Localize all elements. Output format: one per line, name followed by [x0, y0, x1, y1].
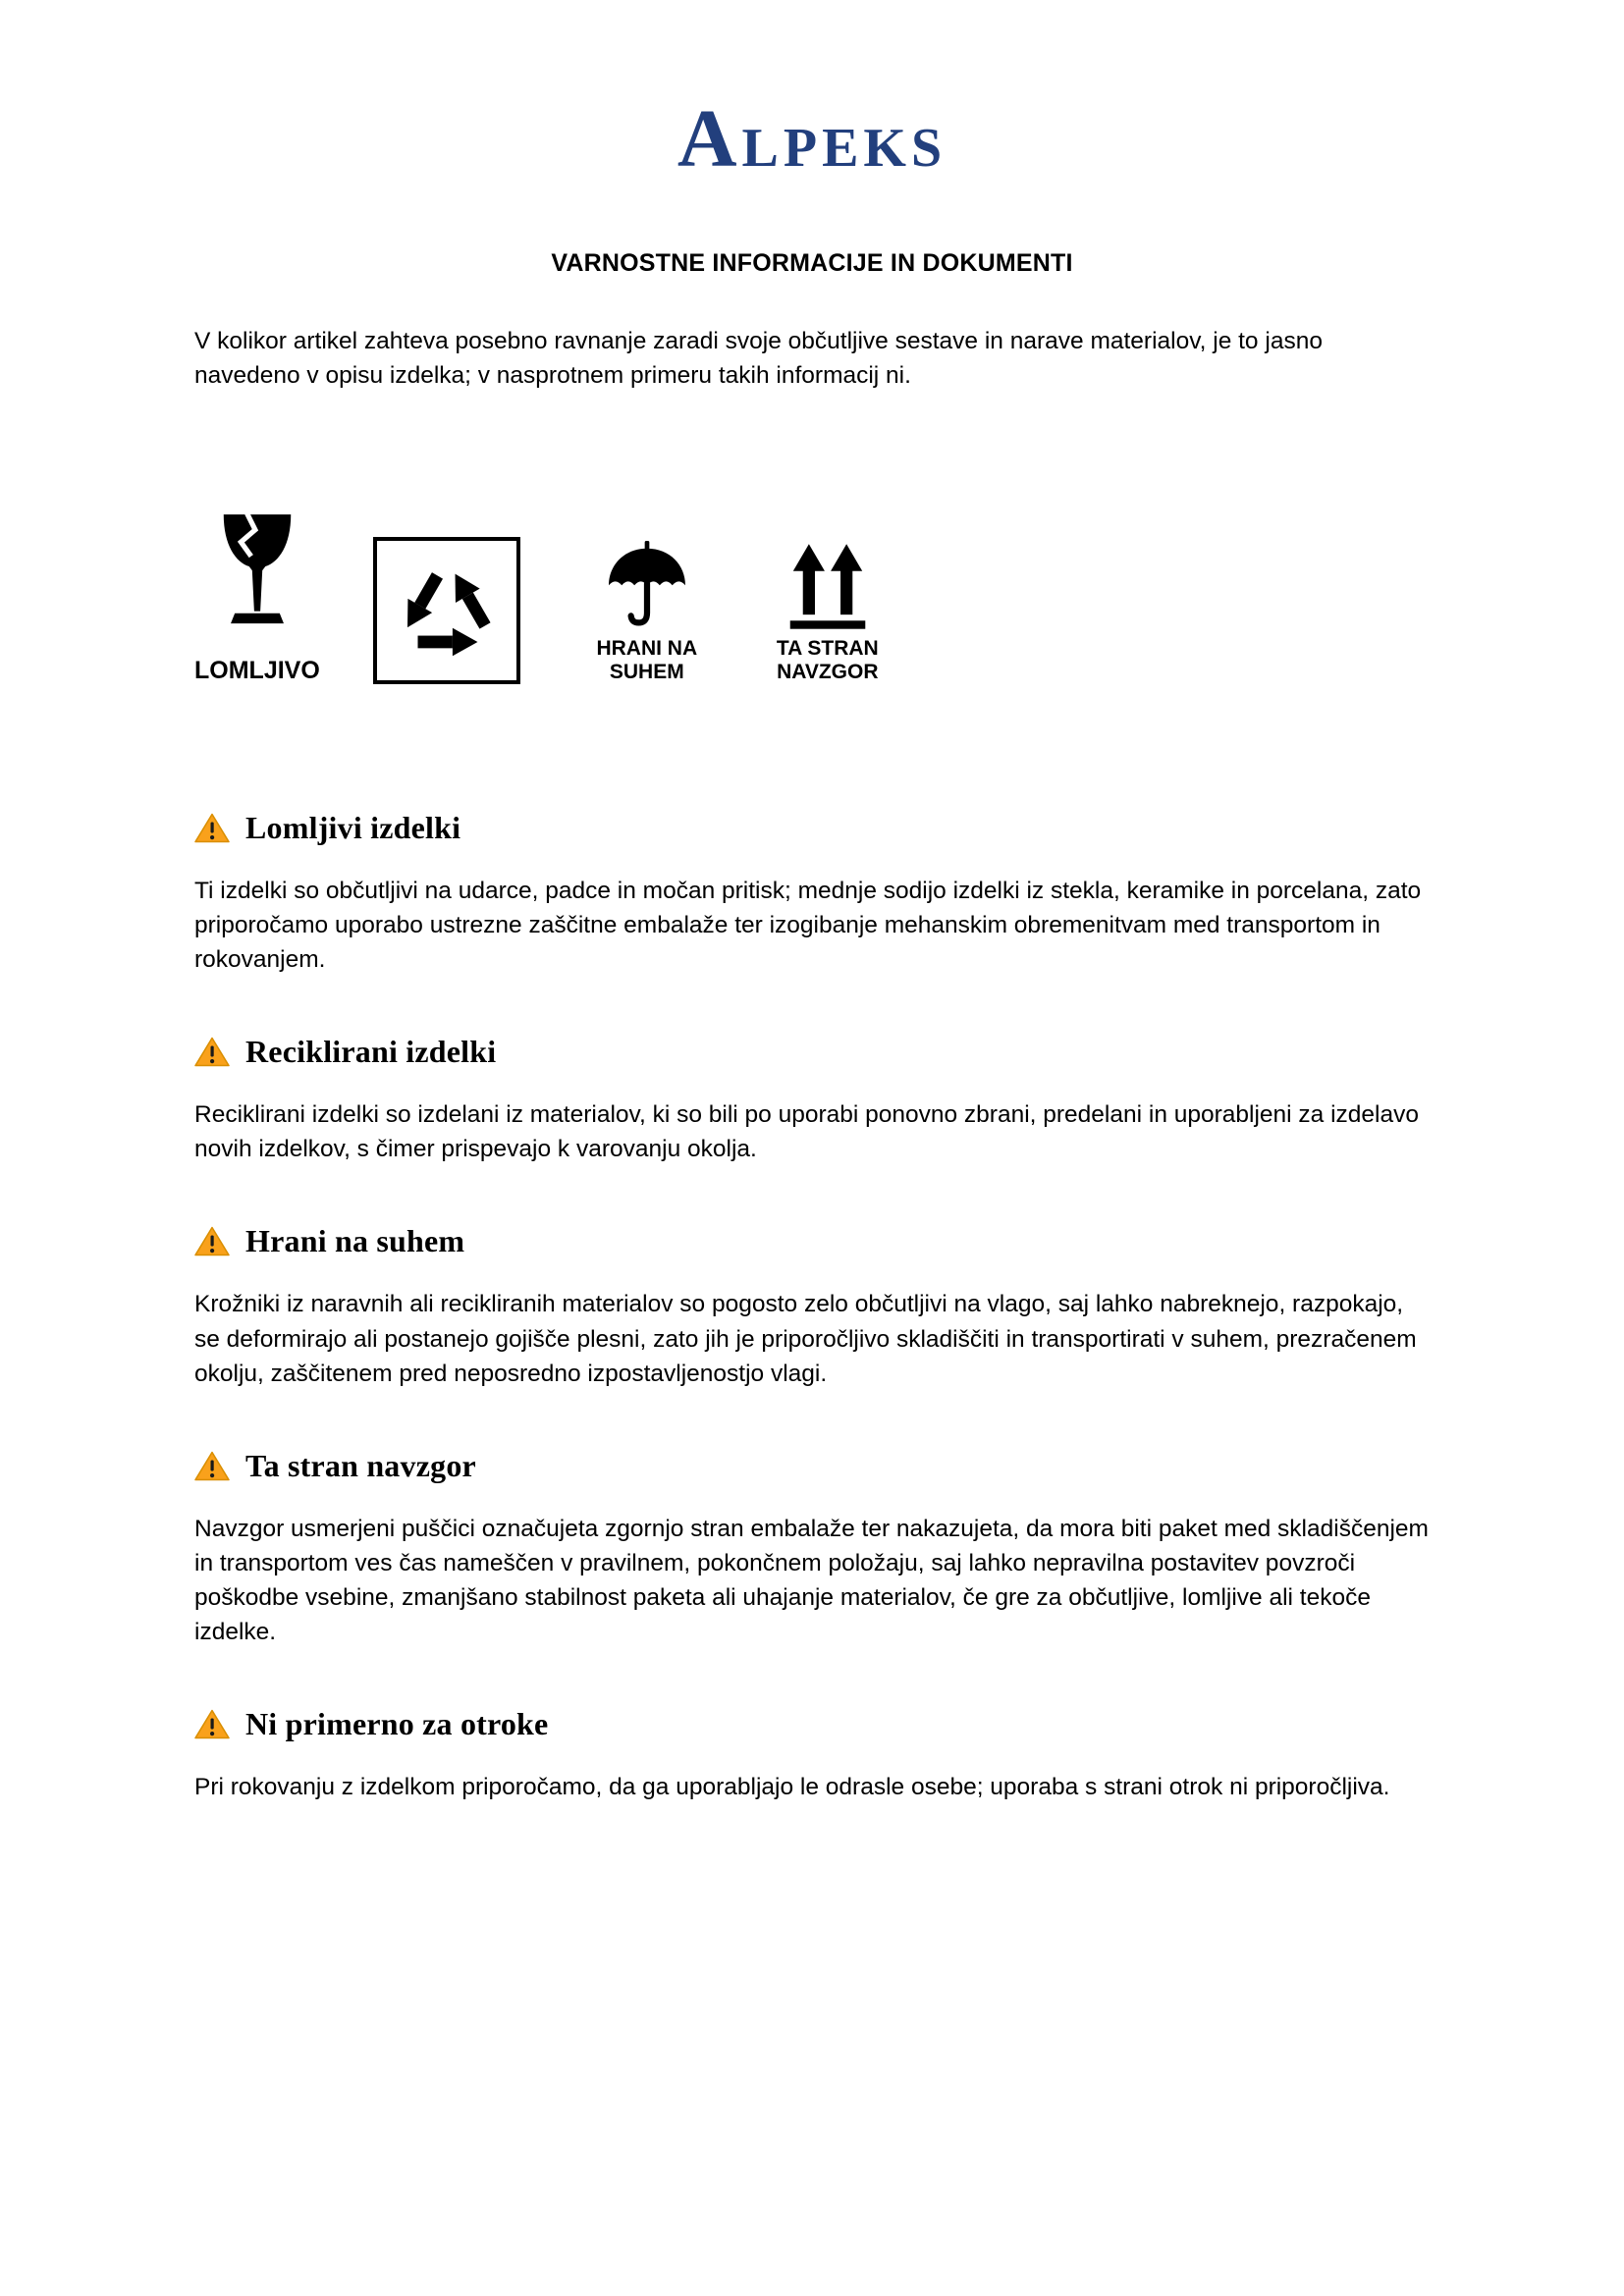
- recycle-icon: [373, 537, 520, 684]
- fragile-glass-icon: [206, 511, 308, 647]
- section-body: Navzgor usmerjeni puščici označujeta zgornjo stran embalaže ter nakazujeta, da mora biti paket med skladiščenjem in transportom ves čas nameščen v pravilnem, pokončnem položaju, saj lahko nepravilna postavitev povzroči poškodbe vsebine, zmanjšano stabilnost paketa ali uhajanje materialov, če gre za občutljive, lomljive ali tekoče izdelke.: [194, 1515, 1429, 1645]
- page-title: VARNOSTNE INFORMACIJE IN DOKUMENTI: [551, 249, 1073, 277]
- keep-dry-symbol: [573, 541, 721, 684]
- symbol-label: LOMLJIVO: [194, 656, 320, 684]
- this-side-up-symbol: [774, 535, 882, 684]
- packaging-symbols-row: [194, 511, 1430, 685]
- this-side-up-icon: [783, 535, 873, 631]
- section-body: Reciklirani izdelki so izdelani iz materialov, ki so bili po uporabi ponovno zbrani, predelani in uporabljeni za izdelavo novih izdelkov, s čimer prispevajo k varovanju okolja.: [194, 1101, 1419, 1163]
- alpeks-logo: ALPEKS: [677, 93, 947, 185]
- section-heading: Ni primerno za otroke: [245, 1705, 549, 1741]
- symbol-label: TA STRAN NAVZGOR: [776, 637, 879, 684]
- warning-triangle-icon: [194, 1708, 230, 1740]
- warning-triangle-icon: [194, 1450, 230, 1482]
- intro-paragraph: V kolikor artikel zahteva posebno ravnanje zaradi svoje občutljive sestave in narave materialov, je to jasno navedeno v opisu izdelka; v nasprotnem primeru takih informacij ni.: [194, 328, 1323, 389]
- fragile-symbol: [194, 511, 320, 685]
- section-heading: Ta stran navzgor: [245, 1447, 476, 1483]
- section-this-side-up: [194, 1448, 1430, 1649]
- section-body: Krožniki iz naravnih ali recikliranih materialov so pogosto zelo občutljivi na vlago, saj lahko nabreknejo, razpokajo, se deformirajo ali postanejo gojišče plesni, zato jih je priporočljivo skladiščiti in transportirati v suhem, prezračenem okolju, zaščitenem pred neposredno izpostavljenostjo vlagi.: [194, 1291, 1417, 1387]
- section-heading: Lomljivi izdelki: [245, 810, 461, 846]
- section-fragile-products: [194, 810, 1430, 977]
- section-recycled-products: [194, 1034, 1430, 1166]
- section-not-for-children: [194, 1706, 1430, 1804]
- warning-triangle-icon: [194, 812, 230, 844]
- recycle-symbol: [373, 537, 520, 684]
- symbol-label: HRANI NA SUHEM: [596, 637, 698, 684]
- section-keep-dry: [194, 1223, 1430, 1390]
- section-heading: Hrani na suhem: [245, 1223, 465, 1259]
- warning-triangle-icon: [194, 1036, 230, 1068]
- warning-triangle-icon: [194, 1225, 230, 1257]
- section-heading: Reciklirani izdelki: [245, 1034, 497, 1070]
- section-body: Pri rokovanju z izdelkom priporočamo, da ga uporabljajo le odrasle osebe; uporaba s strani otrok ni priporočljiva.: [194, 1773, 1390, 1800]
- section-body: Ti izdelki so občutljivi na udarce, padce in močan pritisk; mednje sodijo izdelki iz stekla, keramike in porcelana, zato priporočamo uporabo ustrezne zaščitne embalaže ter izogibanje mehanskim obremenitvam med transportom in rokovanjem.: [194, 878, 1422, 974]
- umbrella-icon: [601, 541, 693, 631]
